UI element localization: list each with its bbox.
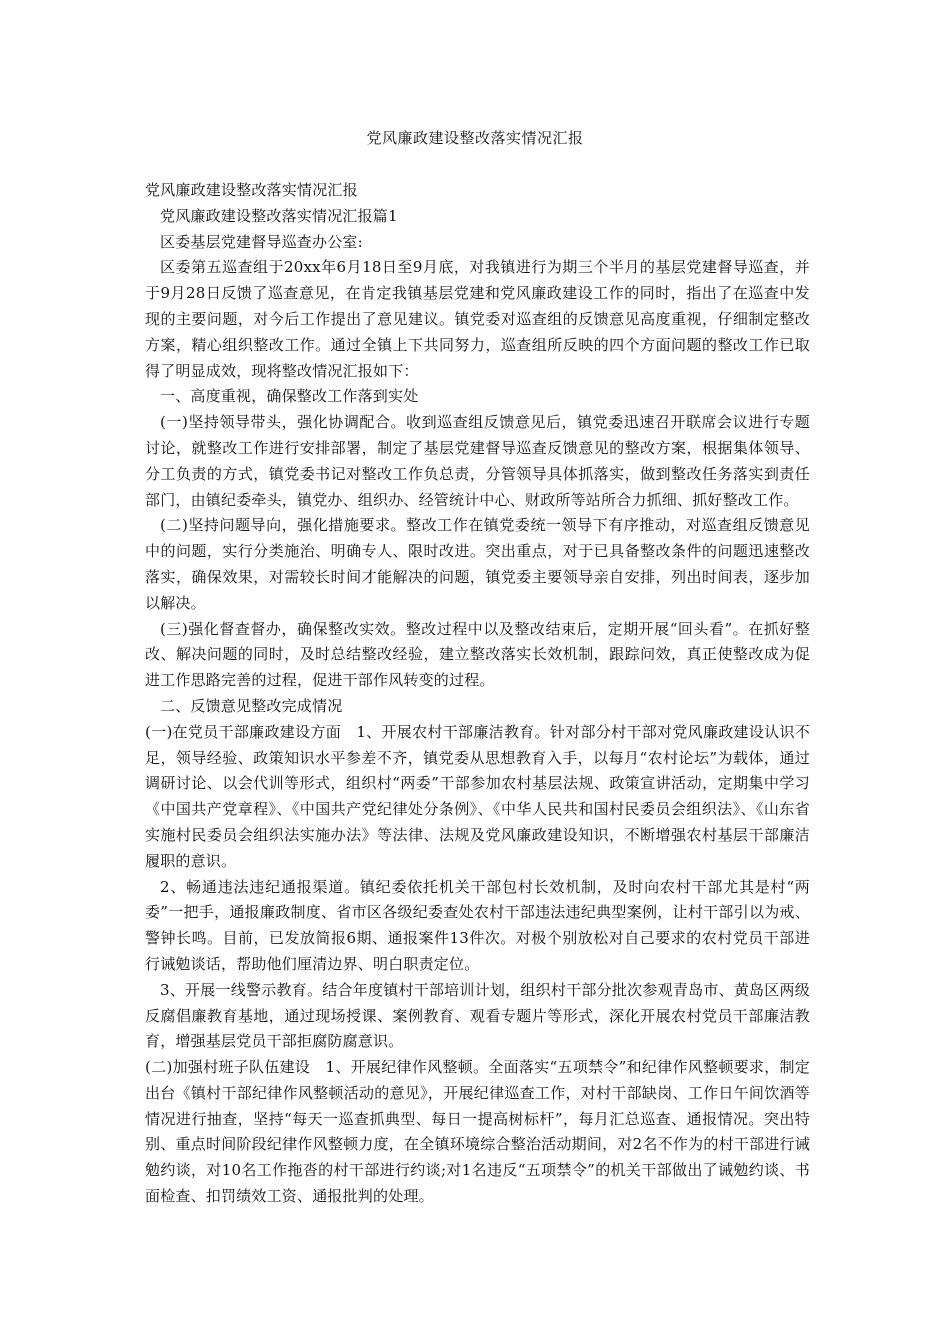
salutation: 区委基层党建督导巡查办公室:	[160, 232, 363, 251]
heading-repeat: 党风廉政建设整改落实情况汇报	[145, 181, 358, 199]
paragraph: (一)坚持领导带头，强化协调配合。收到巡查组反馈意见后，镇党委迅速召开联席会议进行专题讨论，就整改工作进行安排部署，制定了基层党建督导巡查反馈意见的整改方案，根据集体领导、分工负责的方式，镇党委书记对整改工作负总责，分管领导具体抓落实，做到整改任务落实到责任部门，由镇纪委牵头，镇党办、组织办、经管统计中心、财政所等站所合力抓细、抓好整改工作。	[145, 413, 810, 509]
section-heading: 一、高度重视，确保整改工作落到实处	[160, 387, 419, 406]
paragraph: 2、畅通违法违纪通报渠道。镇纪委依托机关干部包村长效机制，及时向农村干部尤其是村“两委”一把手，通报廉政制度、省市区各级纪委查处农村干部违法违纪典型案例，让村干部引以为戒、警钟长鸣。目前，已发放简报6期、通报案件13件次。对极个别放松对自己要求的农村党员干部进行诫勉谈话，帮助他们厘清边界、明白职责定位。	[145, 877, 810, 973]
paragraph: (三)强化督查督办，确保整改实效。整改过程中以及整改结束后，定期开展“回头看”。在抓好整改、解决问题的同时，及时总结整改经验，建立整改落实长效机制，跟踪问效，真正使整改成为促进工作思路完善的过程，促进干部作风转变的过程。	[145, 619, 810, 690]
document-title: 党风廉政建设整改落实情况汇报	[366, 129, 584, 147]
document-body	[145, 178, 810, 1210]
paragraph: (一)在党员干部廉政建设方面 1、开展农村干部廉洁教育。针对部分村干部对党风廉政建设认识不足，领导经验、政策知识水平参差不齐，镇党委从思想教育入手，以每月“农村论坛”为载体，通过调研讨论、以会代训等形式，组织村“两委”干部参加农村基层法规、政策宣讲活动，定期集中学习《中国共产党章程》、《中国共产党纪律处分条例》、《中华人民共和国村民委员会组织法》、《山东省实施村民委员会组织法实施办法》等法律、法规及党风廉政建设知识，不断增强农村基层干部廉洁履职的意识。	[145, 722, 810, 870]
article-subtitle: 党风廉政建设整改落实情况汇报篇1	[160, 206, 398, 225]
paragraph: (二)加强村班子队伍建设 1、开展纪律作风整顿。全面落实“五项禁令”和纪律作风整顿要求，制定出台《镇村干部纪律作风整顿活动的意见》，开展纪律巡查工作，对村干部缺岗、工作日午间饮酒等情况进行抽查，坚持“每天一巡查抓典型、每日一提高树标杆”，每月汇总巡查、通报情况。突出特别、重点时间阶段纪律作风整顿力度，在全镇环境综合整治活动期间，对2名不作为的村干部进行诫勉约谈，对10名工作拖沓的村干部进行约谈;对1名违反“五项禁令”的机关干部做出了诫勉约谈、书面检查、扣罚绩效工资、通报批判的处理。	[145, 1058, 810, 1206]
paragraph: (二)坚持问题导向，强化措施要求。整改工作在镇党委统一领导下有序推动，对巡查组反馈意见中的问题，实行分类施治、明确专人、限时改进。突出重点，对于已具备整改条件的问题迅速整改落实，确保效果，对需较长时间才能解决的问题，镇党委主要领导亲自安排，列出时间表，逐步加以解决。	[145, 516, 810, 612]
paragraph: 3、开展一线警示教育。结合年度镇村干部培训计划，组织村干部分批次参观青岛市、黄岛区两级反腐倡廉教育基地，通过现场授课、案例教育、观看专题片等形式，深化开展农村党员干部廉洁教育，增强基层党员干部拒腐防腐意识。	[145, 980, 810, 1051]
section-heading: 二、反馈意见整改完成情况	[160, 696, 343, 715]
paragraph: 区委第五巡查组于20xx年6月18日至9月底，对我镇进行为期三个半月的基层党建督导巡查，并于9月28日反馈了巡查意见，在肯定我镇基层党建和党风廉政建设工作的同时，指出了在巡查中发现的主要问题，对今后工作提出了意见建议。镇党委对巡查组的反馈意见高度重视，仔细制定整改方案，精心组织整改工作。通过全镇上下共同努力，巡查组所反映的四个方面问题的整改工作已取得了明显成效，现将整改情况汇报如下：	[145, 258, 810, 380]
